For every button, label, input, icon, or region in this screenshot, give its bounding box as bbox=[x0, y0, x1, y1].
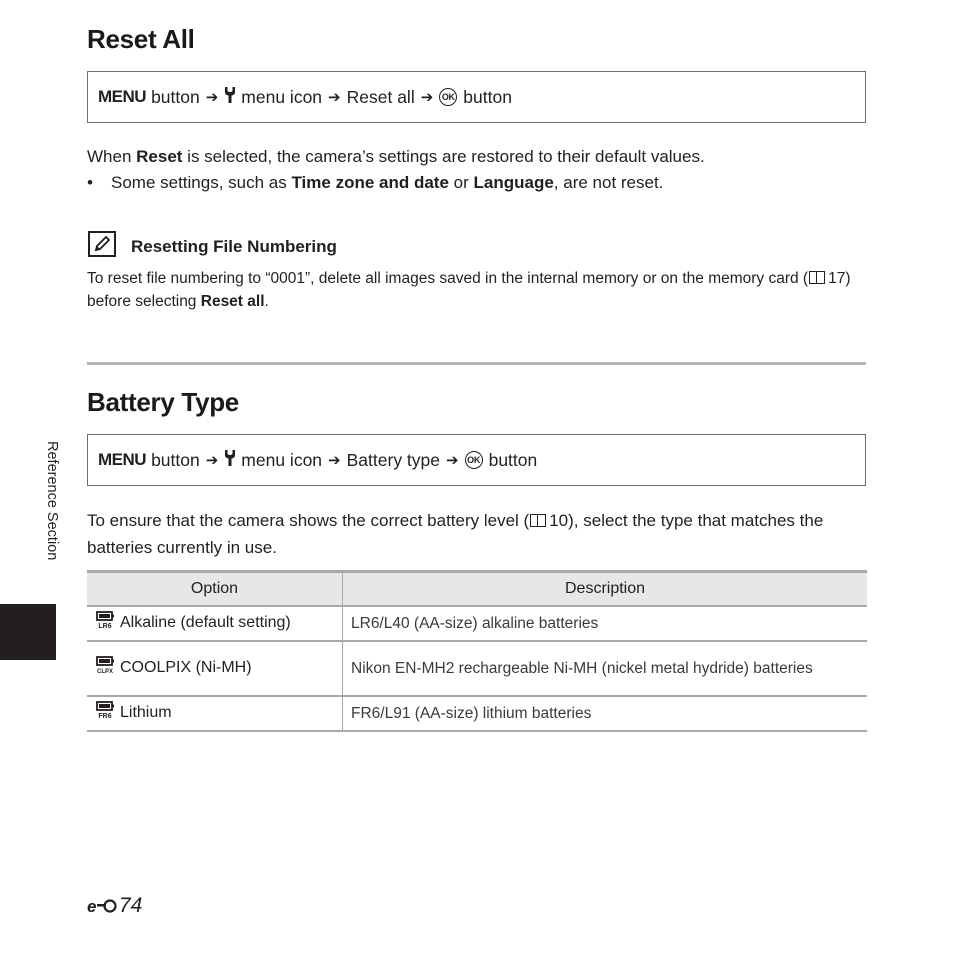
menu-button-label: MENU bbox=[98, 87, 147, 106]
reset-all-menu-path bbox=[87, 71, 866, 123]
table-row bbox=[87, 641, 867, 696]
note-title: Resetting File Numbering bbox=[131, 237, 337, 256]
battery-lithium-icon bbox=[95, 701, 115, 726]
path-menu-icon-text: menu icon bbox=[241, 86, 323, 107]
battery-type-table bbox=[87, 570, 867, 732]
e-section-icon bbox=[87, 896, 117, 916]
table-header-row bbox=[87, 572, 867, 607]
path-ok-button-text: button bbox=[488, 449, 538, 470]
table-header-option: Option bbox=[87, 572, 343, 607]
book-reference-icon bbox=[809, 271, 825, 284]
path-item-text: Reset all bbox=[346, 86, 415, 107]
page-number: e 74 bbox=[87, 894, 143, 917]
path-menu-icon-text: menu icon bbox=[241, 449, 323, 470]
ok-button-icon: OK bbox=[465, 451, 483, 469]
arrow-right-icon: ➔ bbox=[328, 452, 341, 469]
table-row bbox=[87, 696, 867, 731]
battery-type-title: Battery Type bbox=[87, 387, 239, 417]
table-cell-option: CLPX COOLPIX (Ni-MH) bbox=[87, 641, 343, 696]
reset-all-title: Reset All bbox=[87, 24, 195, 54]
table-row bbox=[87, 606, 867, 641]
wrench-icon bbox=[224, 86, 236, 109]
wrench-icon bbox=[224, 449, 236, 472]
arrow-right-icon: ➔ bbox=[205, 89, 219, 106]
path-button-text: button bbox=[151, 449, 200, 470]
reset-all-description: When Reset is selected, the camera’s settings are restored to their default values. bbox=[87, 147, 705, 166]
battery-icon-label: CLPX bbox=[96, 669, 114, 674]
table-cell-option: LR6 Alkaline (default setting) bbox=[87, 606, 343, 641]
battery-icon-label: LR6 bbox=[98, 623, 112, 629]
table-header-description: Description bbox=[343, 572, 868, 607]
table-cell-description: Nikon EN-MH2 rechargeable Ni-MH (nickel metal hydride) batteries bbox=[343, 641, 868, 696]
battery-coolpix-icon bbox=[95, 656, 115, 681]
arrow-right-icon: ➔ bbox=[328, 89, 341, 106]
path-item-text: Battery type bbox=[346, 449, 441, 470]
table-cell-description: FR6/L91 (AA-size) lithium batteries bbox=[343, 696, 868, 731]
battery-type-description: To ensure that the camera shows the correct battery level ( 10), select the type that matches the batteries currently in use. bbox=[87, 511, 824, 557]
reset-all-bullet: • Some settings, such as Time zone and date or Language, are not reset. bbox=[87, 170, 877, 196]
table-cell-description: LR6/L40 (AA-size) alkaline batteries bbox=[343, 606, 868, 641]
path-button-text: button bbox=[151, 86, 200, 107]
book-reference-icon bbox=[530, 514, 546, 527]
battery-icon-label: FR6 bbox=[98, 713, 112, 719]
menu-button-label: MENU bbox=[98, 450, 147, 469]
ok-button-icon: OK bbox=[439, 88, 457, 106]
table-cell-option: FR6 Lithium bbox=[87, 696, 343, 731]
note-text: To reset file numbering to “0001”, delete all images saved in the internal memory or on the memory card ( 17) before selecting Reset all. bbox=[87, 270, 851, 310]
arrow-right-icon: ➔ bbox=[420, 89, 434, 106]
svg-text:e: e bbox=[87, 897, 97, 916]
section-divider bbox=[87, 362, 866, 365]
pencil-note-icon bbox=[88, 231, 116, 257]
arrow-right-icon: ➔ bbox=[205, 452, 219, 469]
path-ok-button-text: button bbox=[463, 86, 512, 107]
sidebar-section-label: Reference Section bbox=[44, 441, 60, 561]
bullet-dot: • bbox=[87, 173, 93, 192]
arrow-right-icon: ➔ bbox=[446, 452, 459, 469]
sidebar-section-tab bbox=[0, 604, 56, 660]
battery-type-menu-path bbox=[87, 434, 866, 486]
battery-alkaline-icon bbox=[95, 611, 115, 636]
